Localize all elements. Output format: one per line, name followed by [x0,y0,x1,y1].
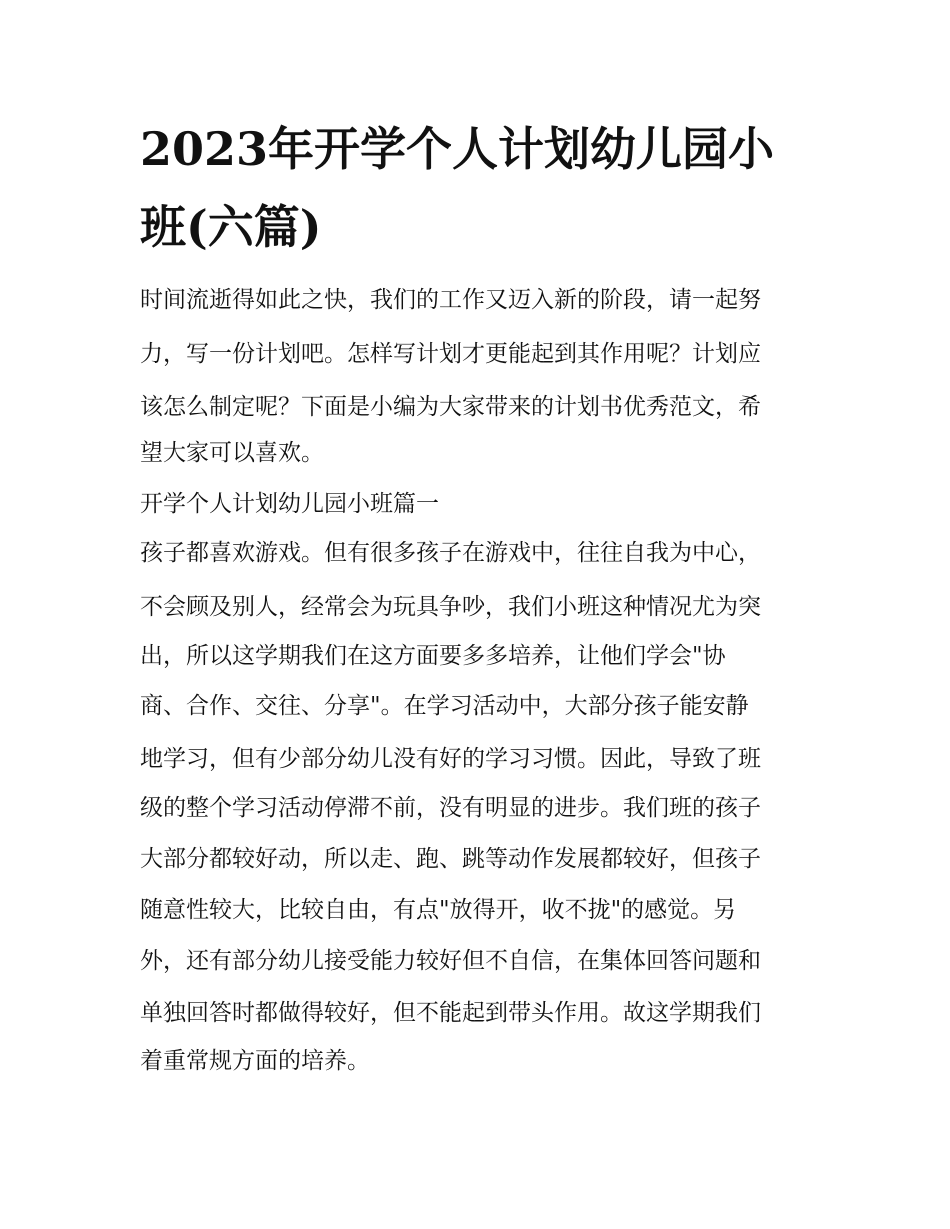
intro-line-3: 该怎么制定呢？下面是小编为大家带来的计划书优秀范文，希 [140,394,761,420]
section-line-9: 外，还有部分幼儿接受能力较好但不自信，在集体回答问题和 [140,948,761,974]
section-line-1: 孩子都喜欢游戏。但有很多孩子在游戏中，往往自我为中心， [140,540,761,566]
section-line-7: 大部分都较好动，所以走、跑、跳等动作发展都较好，但孩子 [140,846,761,872]
section-line-8: 随意性较大，比较自由，有点"放得开，收不拢"的感觉。另 [140,897,737,923]
section-line-11: 着重常规方面的培养。 [140,1048,370,1074]
intro-line-4: 望大家可以喜欢。 [140,440,324,466]
section-line-6: 级的整个学习活动停滞不前，没有明显的进步。我们班的孩子 [140,795,761,821]
section-line-10: 单独回答时都做得较好，但不能起到带头作用。故这学期我们 [140,1000,761,1026]
section-heading: 开学个人计划幼儿园小班篇一 [140,491,439,517]
intro-line-1: 时间流逝得如此之快，我们的工作又迈入新的阶段，请一起努 [140,287,761,313]
document-title-line-2: 班(六篇) [140,200,322,254]
section-line-4: 商、合作、交往、分享"。在学习活动中，大部分孩子能安静 [140,693,749,719]
section-line-3: 出，所以这学期我们在这方面要多多培养，让他们学会"协 [140,643,726,669]
section-line-5: 地学习，但有少部分幼儿没有好的学习习惯。因此，导致了班 [140,746,761,772]
document-title-line-1: 2023年开学个人计划幼儿园小 [140,122,775,176]
intro-line-2: 力，写一份计划吧。怎样写计划才更能起到其作用呢？计划应 [140,341,761,367]
section-line-2: 不会顾及别人，经常会为玩具争吵，我们小班这种情况尤为突 [140,594,761,620]
